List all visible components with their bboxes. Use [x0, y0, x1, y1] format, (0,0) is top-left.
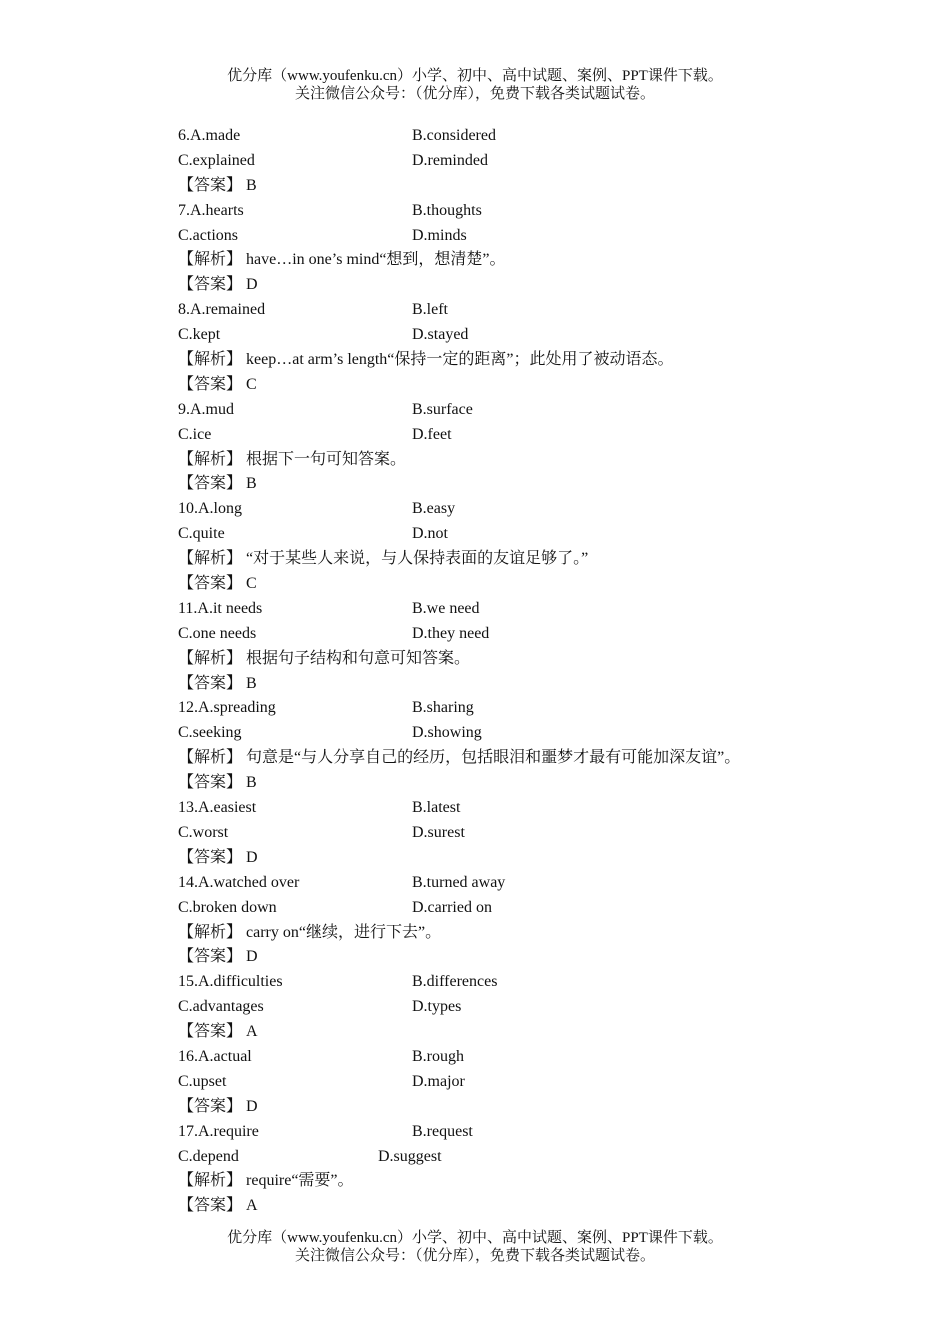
header-line-2: 关注微信公众号：（优分库），免费下载各类试题试卷。	[294, 86, 655, 102]
option-left: C.quite	[178, 525, 225, 543]
answer-label: 【答案】	[178, 774, 243, 792]
option-row	[178, 398, 818, 423]
option-row	[178, 896, 818, 921]
answer-label: 【答案】	[178, 1097, 243, 1115]
answer-text: C	[246, 575, 257, 593]
option-row	[178, 497, 818, 522]
option-right: D.they need	[412, 624, 490, 642]
option-left: 14.A.watched over	[178, 873, 300, 891]
answer-row	[178, 672, 818, 697]
answer-row	[178, 572, 818, 597]
answer-label: 【答案】	[178, 674, 243, 692]
option-row	[178, 796, 818, 821]
analysis-row	[178, 547, 818, 572]
analysis-label: 【解析】	[178, 649, 243, 667]
footer-line-1: 优分库（www.youfenku.cn）小学、初中、高中试题、案例、PPT课件下载。	[227, 1230, 723, 1246]
analysis-text: 根据句子结构和句意可知答案。	[246, 649, 471, 667]
option-left: 6.A.made	[178, 127, 241, 144]
answer-row	[178, 846, 818, 871]
answer-row	[178, 174, 818, 199]
option-right: D.not	[412, 525, 448, 543]
analysis-text: require“需要”。	[246, 1172, 354, 1190]
option-right: B.sharing	[412, 699, 474, 717]
answer-row	[178, 771, 818, 796]
option-left: C.explained	[178, 151, 255, 169]
answer-text: A	[246, 1023, 258, 1041]
option-row	[178, 124, 818, 149]
option-left: 16.A.actual	[178, 1047, 252, 1065]
option-right: D.surest	[412, 823, 465, 841]
option-row	[178, 721, 818, 746]
analysis-label: 【解析】	[178, 923, 243, 941]
analysis-row	[178, 746, 818, 771]
analysis-row	[178, 448, 818, 473]
answer-row	[178, 472, 818, 497]
option-right: D.types	[412, 998, 462, 1016]
option-left: C.broken down	[178, 898, 277, 916]
header-line-1: 优分库（www.youfenku.cn）小学、初中、高中试题、案例、PPT课件下载。	[227, 68, 723, 84]
answer-row	[178, 1194, 818, 1219]
option-row	[178, 323, 818, 348]
option-row	[178, 199, 818, 224]
option-left: 11.A.it needs	[178, 599, 263, 617]
option-left: 10.A.long	[178, 500, 242, 518]
option-row	[178, 1070, 818, 1095]
option-row	[178, 821, 818, 846]
option-row	[178, 149, 818, 174]
option-right: B.turned away	[412, 873, 506, 891]
option-right: D.major	[412, 1072, 465, 1090]
option-row	[178, 597, 818, 622]
option-left: C.seeking	[178, 724, 242, 742]
answer-text: B	[246, 176, 257, 194]
option-row	[178, 696, 818, 721]
option-row	[178, 622, 818, 647]
answer-text: B	[246, 475, 257, 493]
option-right: D.feet	[412, 425, 452, 443]
answer-label: 【答案】	[178, 948, 243, 966]
analysis-row	[178, 647, 818, 672]
answer-text: D	[246, 848, 258, 866]
option-left: C.depend	[178, 1147, 239, 1165]
option-left: C.kept	[178, 326, 221, 344]
analysis-label: 【解析】	[178, 251, 243, 269]
option-row	[178, 995, 818, 1020]
option-right: D.suggest	[378, 1147, 442, 1165]
option-right: B.differences	[412, 973, 498, 991]
option-row	[178, 871, 818, 896]
analysis-label: 【解析】	[178, 749, 243, 767]
option-left: C.worst	[178, 823, 229, 841]
option-left: C.one needs	[178, 624, 257, 642]
answer-text: B	[246, 674, 257, 692]
answer-label: 【答案】	[178, 1023, 243, 1041]
option-left: 17.A.require	[178, 1122, 259, 1140]
answer-label: 【答案】	[178, 375, 243, 393]
analysis-label: 【解析】	[178, 1172, 243, 1190]
answer-text: D	[246, 276, 258, 294]
option-row	[178, 1145, 818, 1170]
answer-text: D	[246, 948, 258, 966]
analysis-text: 句意是“与人分享自己的经历，包括眼泪和噩梦才最有可能加深友谊”。	[246, 749, 741, 767]
option-row	[178, 1120, 818, 1145]
option-row	[178, 970, 818, 995]
option-left: 15.A.difficulties	[178, 973, 283, 991]
option-row	[178, 298, 818, 323]
option-right: D.reminded	[412, 151, 488, 169]
option-left: C.upset	[178, 1072, 227, 1090]
answer-row	[178, 1020, 818, 1045]
option-right: B.surface	[412, 400, 473, 418]
answer-label: 【答案】	[178, 176, 243, 194]
option-row	[178, 1045, 818, 1070]
option-right: B.thoughts	[412, 201, 482, 219]
answer-row	[178, 945, 818, 970]
option-right: D.stayed	[412, 326, 469, 344]
answer-label: 【答案】	[178, 276, 243, 294]
analysis-row	[178, 348, 818, 373]
page-footer	[0, 1229, 950, 1265]
option-right: B.latest	[412, 799, 461, 817]
analysis-text: carry on“继续，进行下去”。	[246, 923, 442, 941]
analysis-row	[178, 1169, 818, 1194]
answer-label: 【答案】	[178, 848, 243, 866]
answer-text: B	[246, 774, 257, 792]
option-right: B.rough	[412, 1047, 464, 1065]
answer-label: 【答案】	[178, 1197, 243, 1215]
answer-row	[178, 373, 818, 398]
page-header	[0, 67, 950, 103]
option-right: D.minds	[412, 226, 467, 244]
option-left: 13.A.easiest	[178, 799, 257, 817]
option-left: 7.A.hearts	[178, 201, 244, 219]
option-right: B.we need	[412, 599, 480, 617]
analysis-text: have…in one’s mind“想到，想清楚”。	[246, 251, 506, 269]
answer-row	[178, 273, 818, 298]
analysis-label: 【解析】	[178, 450, 243, 468]
answer-text: A	[246, 1197, 258, 1215]
option-row	[178, 522, 818, 547]
answer-row	[178, 1095, 818, 1120]
analysis-text: keep…at arm’s length“保持一定的距离”；此处用了被动语态。	[246, 351, 674, 369]
option-right: D.carried on	[412, 898, 492, 916]
analysis-text: “对于某些人来说，与人保持表面的友谊足够了。”	[246, 550, 589, 568]
answer-label: 【答案】	[178, 475, 243, 493]
option-left: 9.A.mud	[178, 400, 234, 418]
answer-text: D	[246, 1097, 258, 1115]
option-right: B.request	[412, 1122, 473, 1140]
option-right: B.easy	[412, 500, 456, 518]
option-row	[178, 224, 818, 249]
option-left: C.actions	[178, 226, 238, 244]
analysis-row	[178, 921, 818, 946]
analysis-label: 【解析】	[178, 550, 243, 568]
answer-label: 【答案】	[178, 575, 243, 593]
analysis-label: 【解析】	[178, 351, 243, 369]
option-left: C.advantages	[178, 998, 264, 1016]
answer-text: C	[246, 375, 257, 393]
analysis-row	[178, 248, 818, 273]
option-left: 8.A.remained	[178, 301, 266, 319]
option-left: C.ice	[178, 425, 212, 443]
analysis-text: 根据下一句可知答案。	[246, 450, 407, 468]
option-row	[178, 423, 818, 448]
option-right: D.showing	[412, 724, 482, 742]
exam-content	[178, 124, 818, 1219]
option-left: 12.A.spreading	[178, 699, 276, 717]
footer-line-2: 关注微信公众号：（优分库），免费下载各类试题试卷。	[294, 1248, 655, 1264]
option-right: B.left	[412, 301, 448, 319]
option-right: B.considered	[412, 127, 496, 144]
